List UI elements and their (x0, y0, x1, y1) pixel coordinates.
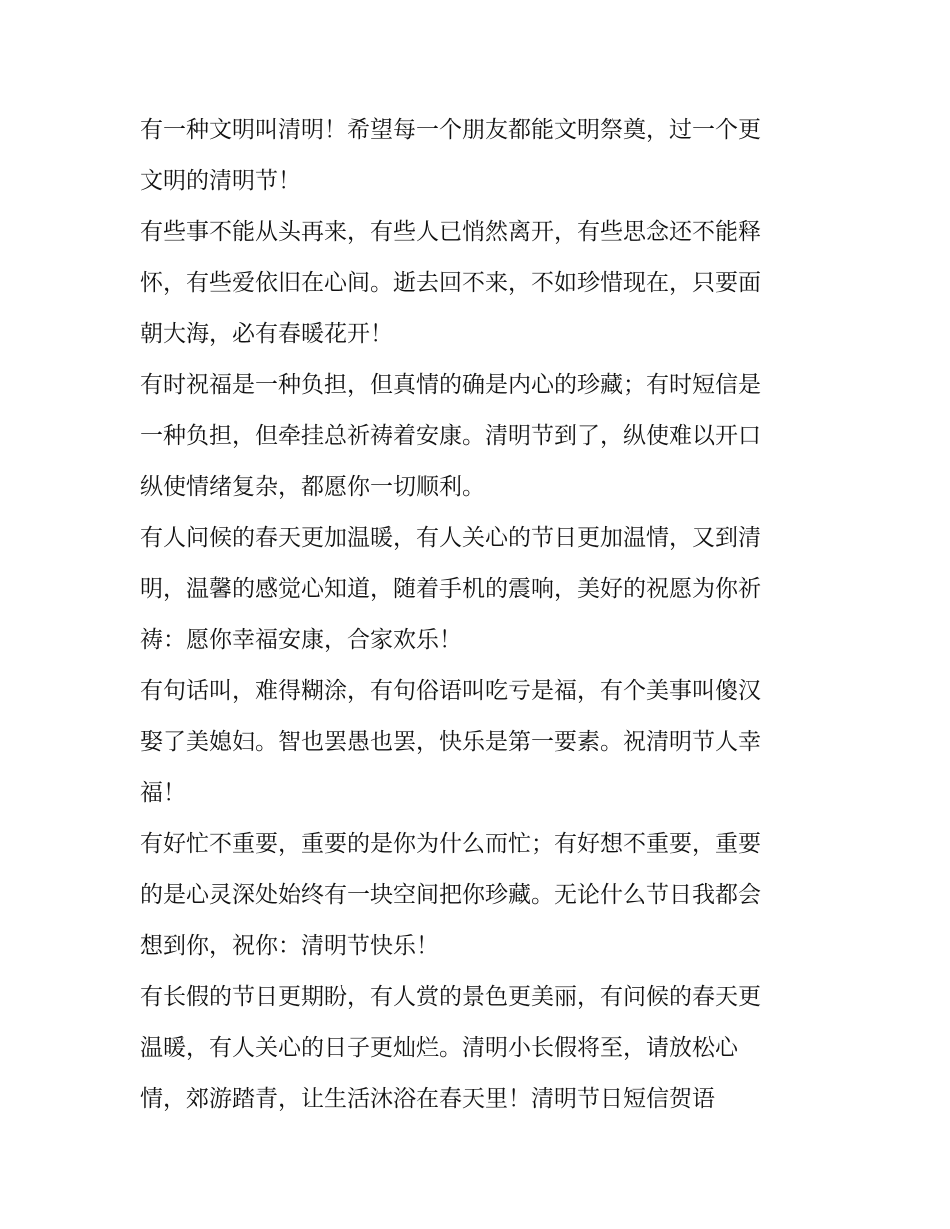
text-line: 有长假的节日更期盼，有人赏的景色更美丽，有问候的春天更 (140, 984, 761, 1010)
text-line: 有人问候的春天更加温暖，有人关心的节日更加温情，又到清 (140, 525, 761, 551)
text-line: 祷：愿你幸福安康，合家欢乐！ (140, 627, 462, 653)
text-line: 明，温馨的感觉心知道，随着手机的震响，美好的祝愿为你祈 (140, 576, 761, 602)
text-line: 温暖，有人关心的日子更灿烂。清明小长假将至，请放松心 (140, 1035, 738, 1061)
text-line: 福！ (140, 780, 186, 806)
text-line: 有一种文明叫清明！希望每一个朋友都能文明祭奠，过一个更 (140, 117, 761, 143)
text-line: 娶了美媳妇。智也罢愚也罢，快乐是第一要素。祝清明节人幸 (140, 729, 761, 755)
text-line: 想到你，祝你：清明节快乐！ (140, 933, 439, 959)
text-line: 纵使情绪复杂，都愿你一切顺利。 (140, 474, 485, 500)
text-line: 有句话叫，难得糊涂，有句俗语叫吃亏是福，有个美事叫傻汉 (140, 678, 761, 704)
text-line: 有时祝福是一种负担，但真情的确是内心的珍藏；有时短信是 (140, 372, 761, 398)
text-line: 情，郊游踏青，让生活沐浴在春天里！清明节日短信贺语 (140, 1086, 715, 1112)
document-body (140, 105, 812, 1125)
text-line: 怀，有些爱依旧在心间。逝去回不来，不如珍惜现在，只要面 (140, 270, 761, 296)
text-line: 朝大海，必有春暖花开！ (140, 321, 393, 347)
text-line: 有好忙不重要，重要的是你为什么而忙；有好想不重要，重要 (140, 831, 761, 857)
text-line: 的是心灵深处始终有一块空间把你珍藏。无论什么节日我都会 (140, 882, 761, 908)
text-line: 文明的清明节！ (140, 168, 301, 194)
text-line: 有些事不能从头再来，有些人已悄然离开，有些思念还不能释 (140, 219, 761, 245)
text-line: 一种负担，但牵挂总祈祷着安康。清明节到了，纵使难以开口 (140, 423, 761, 449)
